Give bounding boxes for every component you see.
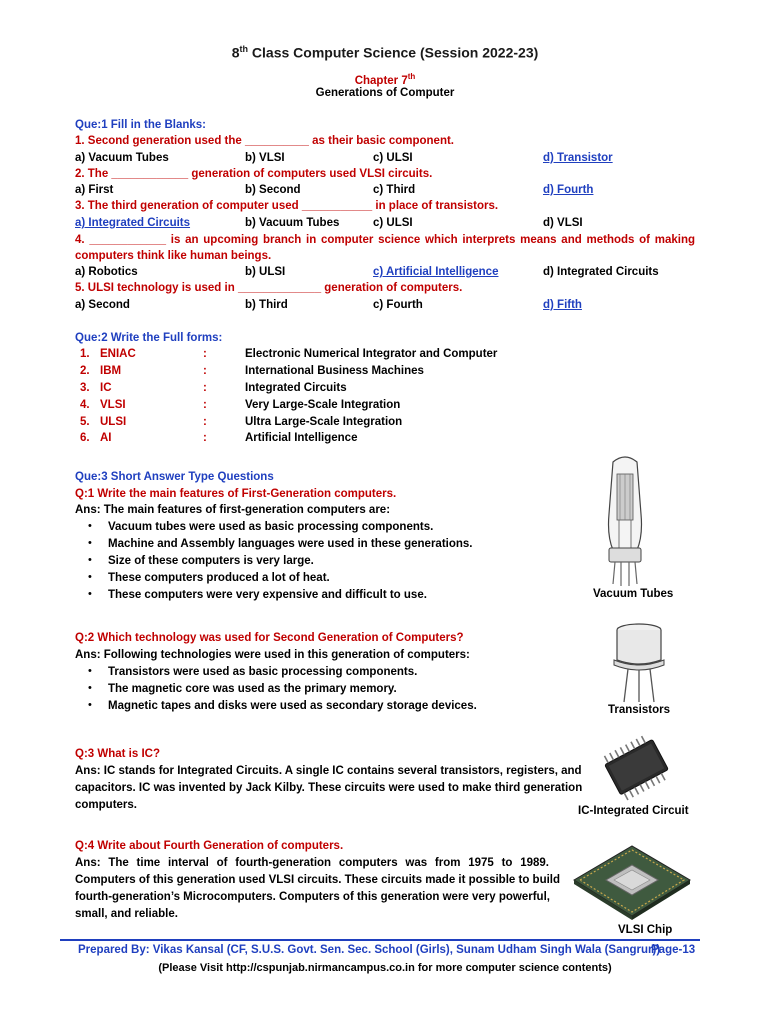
q2-item2-abbr: IBM [100,365,122,377]
q1-item4-option-d: d) Integrated Circuits [543,266,659,278]
q3-heading: Que:3 Short Answer Type Questions [75,471,274,483]
q1-item5-answer: d) Fifth [543,299,582,311]
q3-sub2-bullet-2: The magnetic core was used as the primary memory. [108,683,397,695]
q3-sub3-answer-line3: computers. [75,799,137,811]
q1-item1-option-c: c) ULSI [373,152,413,164]
q1-item2-option-c: c) Third [373,184,416,196]
q2-item5-num: 5. [80,416,90,428]
q2-item1-abbr: ENIAC [100,348,136,360]
q3-sub3-question: Q:3 What is IC? [75,748,160,760]
q1-item4-question-line2: computers think like human beings. [75,250,272,262]
q1-item4-answer: c) Artificial Intelligence [373,266,499,278]
q3-sub2-bullet-3: Magnetic tapes and disks were used as secondary storage devices. [108,700,477,712]
q3-sub1-answer-intro: Ans: The main features of first-generation computers are: [75,504,391,516]
q1-item2-option-b: b) Second [245,184,301,196]
q1-heading: Que:1 Fill in the Blanks: [75,119,206,131]
footer-prepared-by: Prepared By: Vikas Kansal (CF, S.U.S. Govt. Sen. Sec. School (Girls), Sunam Udham Singh Wala (Sangrur)) [78,944,661,956]
q1-item2-question: 2. The ____________ generation of computers used VLSI circuits. [75,168,433,180]
q1-item3-question: 3. The third generation of computer used ___________ in place of transistors. [75,200,499,212]
ic-chip-illustration [596,732,678,804]
q1-item3-option-c: c) ULSI [373,217,413,229]
q3-sub1-bullet-5: These computers were very expensive and difficult to use. [108,589,427,601]
q2-item6-colon: : [203,432,207,444]
q1-item3-option-b: b) Vacuum Tubes [245,217,340,229]
q3-sub3-answer-line1: Ans: IC stands for Integrated Circuits. A single IC contains several transistors, registers, and [75,765,582,777]
q2-item2-colon: : [203,365,207,377]
q2-item1-num: 1. [80,348,90,360]
q2-item6-full: Artificial Intelligence [245,432,358,444]
q3-sub1-question: Q:1 Write the main features of First-Generation computers. [75,488,397,500]
q3-sub4-answer-line3: fourth-generation’s Microcomputers. Computers of this generation were very powerful, [75,891,550,903]
q2-item3-num: 3. [80,382,90,394]
q3-sub4-answer-line2: Computers of this generation used VLSI circuits. These circuits made it possible to build [75,874,561,886]
q2-item6-abbr: AI [100,432,112,444]
page-title: 8th Class Computer Science (Session 2022-23) [231,44,539,61]
q2-item1-colon: : [203,348,207,360]
q1-item5-option-c: c) Fourth [373,299,423,311]
q2-item2-num: 2. [80,365,90,377]
bullet-dot: • [88,520,92,532]
footer-rule [60,939,700,941]
footer-visit: (Please Visit http://cspunjab.nirmancampus.co.in for more computer science contents) [158,962,612,974]
q3-sub4-answer-line1: Ans: The time interval of fourth-generation computers was from 1975 to 1989. [75,857,549,869]
q1-item3-option-d: d) VLSI [543,217,583,229]
bullet-dot: • [88,588,92,600]
transistor-illustration [610,622,668,704]
bullet-dot: • [88,699,92,711]
q1-item5-option-b: b) Third [245,299,288,311]
bullet-dot: • [88,571,92,583]
q1-item1-question: 1. Second generation used the __________ as their basic component. [75,135,455,147]
q3-sub4-question: Q:4 Write about Fourth Generation of computers. [75,840,344,852]
q1-item4-option-b: b) ULSI [245,266,286,278]
q1-item5-question: 5. ULSI technology is used in _____________ generation of computers. [75,282,463,294]
q1-item2-option-a: a) First [75,184,114,196]
q3-sub3-answer-line2: capacitors. IC was invented by Jack Kilby. These circuits were used to make third generation [75,782,583,794]
bullet-dot: • [88,554,92,566]
vacuum-tube-illustration [585,454,665,590]
q3-sub2-question: Q:2 Which technology was used for Second Generation of Computers? [75,632,464,644]
q3-sub1-bullet-4: These computers produced a lot of heat. [108,572,330,584]
q1-item1-option-a: a) Vacuum Tubes [75,152,169,164]
vlsi-chip-illustration [566,840,696,922]
q2-item5-colon: : [203,416,207,428]
vacuum-tubes-caption: Vacuum Tubes [593,588,674,600]
bullet-dot: • [88,537,92,549]
q2-item6-num: 6. [80,432,90,444]
bullet-dot: • [88,682,92,694]
q2-heading: Que:2 Write the Full forms: [75,332,223,344]
q1-item2-answer: d) Fourth [543,184,594,196]
q1-item4-option-a: a) Robotics [75,266,138,278]
q2-item5-full: Ultra Large-Scale Integration [245,416,403,428]
q1-item3-answer: a) Integrated Circuits [75,217,191,229]
q3-sub1-bullet-2: Machine and Assembly languages were used in these generations. [108,538,473,550]
q3-sub4-answer-line4: small, and reliable. [75,908,178,920]
q2-item3-abbr: IC [100,382,112,394]
q3-sub1-bullet-3: Size of these computers is very large. [108,555,314,567]
q1-item4-question-line1: 4. ____________ is an upcoming branch in computer science which interprets means and methods of making [75,234,695,246]
transistors-caption: Transistors [608,704,670,716]
q2-item5-abbr: ULSI [100,416,127,428]
footer-page-number: Page-13 [651,944,696,956]
q3-sub1-bullet-1: Vacuum tubes were used as basic processing components. [108,521,434,533]
vlsi-caption: VLSI Chip [618,924,673,936]
ic-caption: IC-Integrated Circuit [578,805,689,817]
q2-item4-colon: : [203,399,207,411]
q1-item1-answer: d) Transistor [543,152,613,164]
q3-sub2-bullet-1: Transistors were used as basic processing components. [108,666,418,678]
q2-item2-full: International Business Machines [245,365,424,377]
q1-item1-option-b: b) VLSI [245,152,285,164]
q2-item4-full: Very Large-Scale Integration [245,399,401,411]
q3-sub2-answer-intro: Ans: Following technologies were used in this generation of computers: [75,649,470,661]
q2-item4-num: 4. [80,399,90,411]
chapter-label: Chapter 7th [354,72,416,87]
page-subtitle: Generations of Computer [315,87,455,99]
q2-item1-full: Electronic Numerical Integrator and Computer [245,348,498,360]
bullet-dot: • [88,665,92,677]
q2-item4-abbr: VLSI [100,399,126,411]
q1-item5-option-a: a) Second [75,299,130,311]
q2-item3-full: Integrated Circuits [245,382,347,394]
q2-item3-colon: : [203,382,207,394]
